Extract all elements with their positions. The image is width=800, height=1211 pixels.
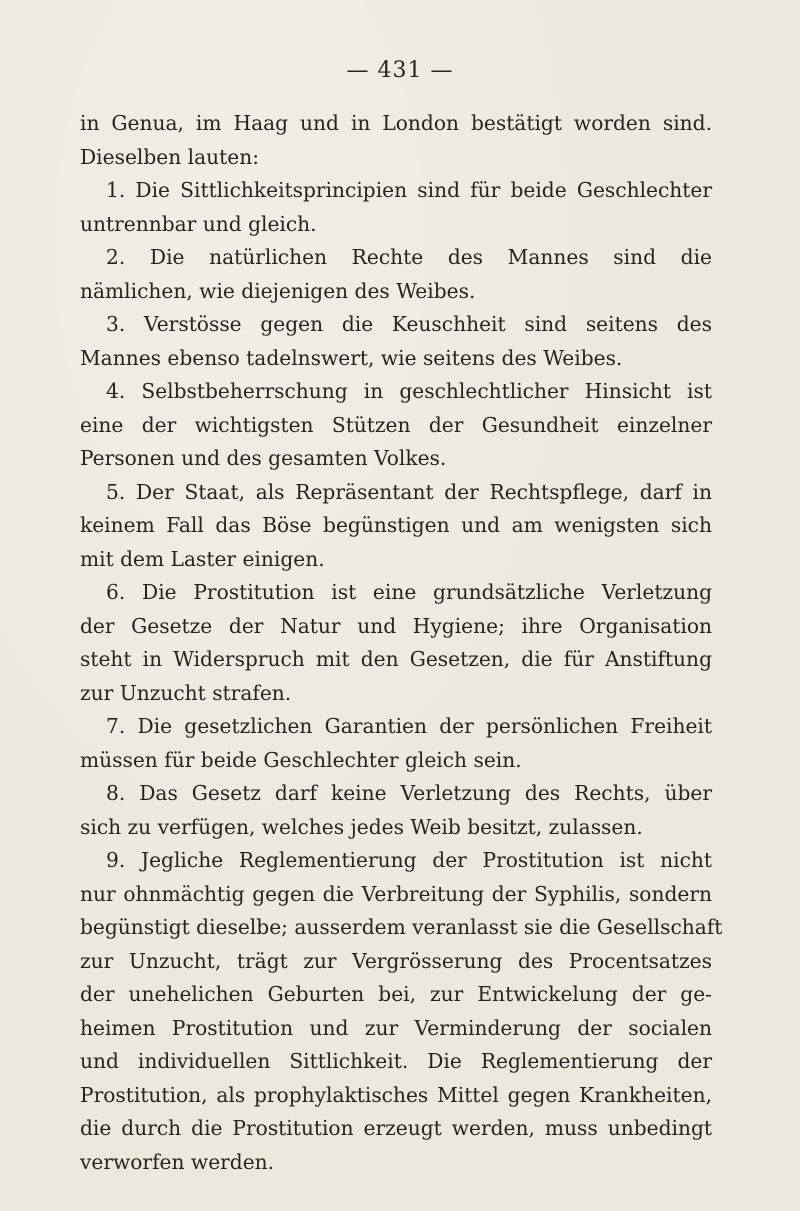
text-line: zur Unzucht, trägt zur Vergrösserung des Procentsatzes xyxy=(80,948,712,973)
text-line: heimen Prostitution und zur Verminderung der socialen xyxy=(80,1015,712,1040)
text-line: zur Unzucht strafen. xyxy=(80,680,292,705)
text-line: Personen und des gesamten Volkes. xyxy=(80,446,447,470)
text-line: 7. Die gesetzlichen Garantien der persönlichen Freiheit xyxy=(106,714,712,738)
body-text xyxy=(80,107,723,1179)
text-line: Prostitution, als prophylaktisches Mittel gegen Krankheiten, xyxy=(80,1082,712,1107)
text-line: keinem Fall das Böse begünstigen und am wenigsten sich xyxy=(80,513,712,537)
text-line: steht in Widerspruch mit den Gesetzen, die für Anstiftung xyxy=(80,647,712,671)
text-line: mit dem Laster einigen. xyxy=(80,546,325,571)
text-line: verworfen werden. xyxy=(80,1149,275,1174)
text-line: 5. Der Staat, als Repräsentant der Rechtspflege, darf in xyxy=(106,479,712,504)
text-line: untrennbar und gleich. xyxy=(80,211,317,236)
text-line: 2. Die natürlichen Rechte des Mannes sind die xyxy=(106,245,712,269)
text-line: und individuellen Sittlichkeit. Die Reglementierung der xyxy=(80,1049,712,1073)
text-line: 9. Jegliche Reglementierung der Prostitution ist nicht xyxy=(106,848,712,872)
text-line: in Genua, im Haag und in London bestätigt worden sind. xyxy=(80,111,712,135)
text-line: nur ohnmächtig gegen die Verbreitung der Syphilis, sondern xyxy=(80,881,712,906)
text-line: 3. Verstösse gegen die Keuschheit sind seitens des xyxy=(106,312,712,336)
text-line: Mannes ebenso tadelnswert, wie seitens des Weibes. xyxy=(80,345,623,370)
text-line: begünstigt dieselbe; ausserdem veranlasst sie die Gesellschaft xyxy=(80,915,723,939)
text-line: der Gesetze der Natur und Hygiene; ihre Organisation xyxy=(80,613,712,638)
text-line: eine der wichtigsten Stützen der Gesundheit einzelner xyxy=(80,412,712,437)
text-line: Dieselben lauten: xyxy=(80,144,259,169)
text-line: müssen für beide Geschlechter gleich sein. xyxy=(80,747,522,772)
text-line: der unehelichen Geburten bei, zur Entwickelung der ge- xyxy=(80,982,712,1006)
text-line: die durch die Prostitution erzeugt werden, muss unbedingt xyxy=(80,1116,712,1140)
text-line: 4. Selbstbeherrschung in geschlechtlicher Hinsicht ist xyxy=(106,379,712,403)
text-line: 6. Die Prostitution ist eine grundsätzliche Verletzung xyxy=(106,580,712,604)
text-line: 8. Das Gesetz darf keine Verletzung des Rechts, über xyxy=(106,781,712,805)
page-number: — 431 — xyxy=(346,58,454,83)
text-line: 1. Die Sittlichkeitsprincipien sind für beide Geschlechter xyxy=(106,178,712,202)
text-line: nämlichen, wie diejenigen des Weibes. xyxy=(80,278,476,303)
text-line: sich zu verfügen, welches jedes Weib besitzt, zulassen. xyxy=(80,814,643,839)
